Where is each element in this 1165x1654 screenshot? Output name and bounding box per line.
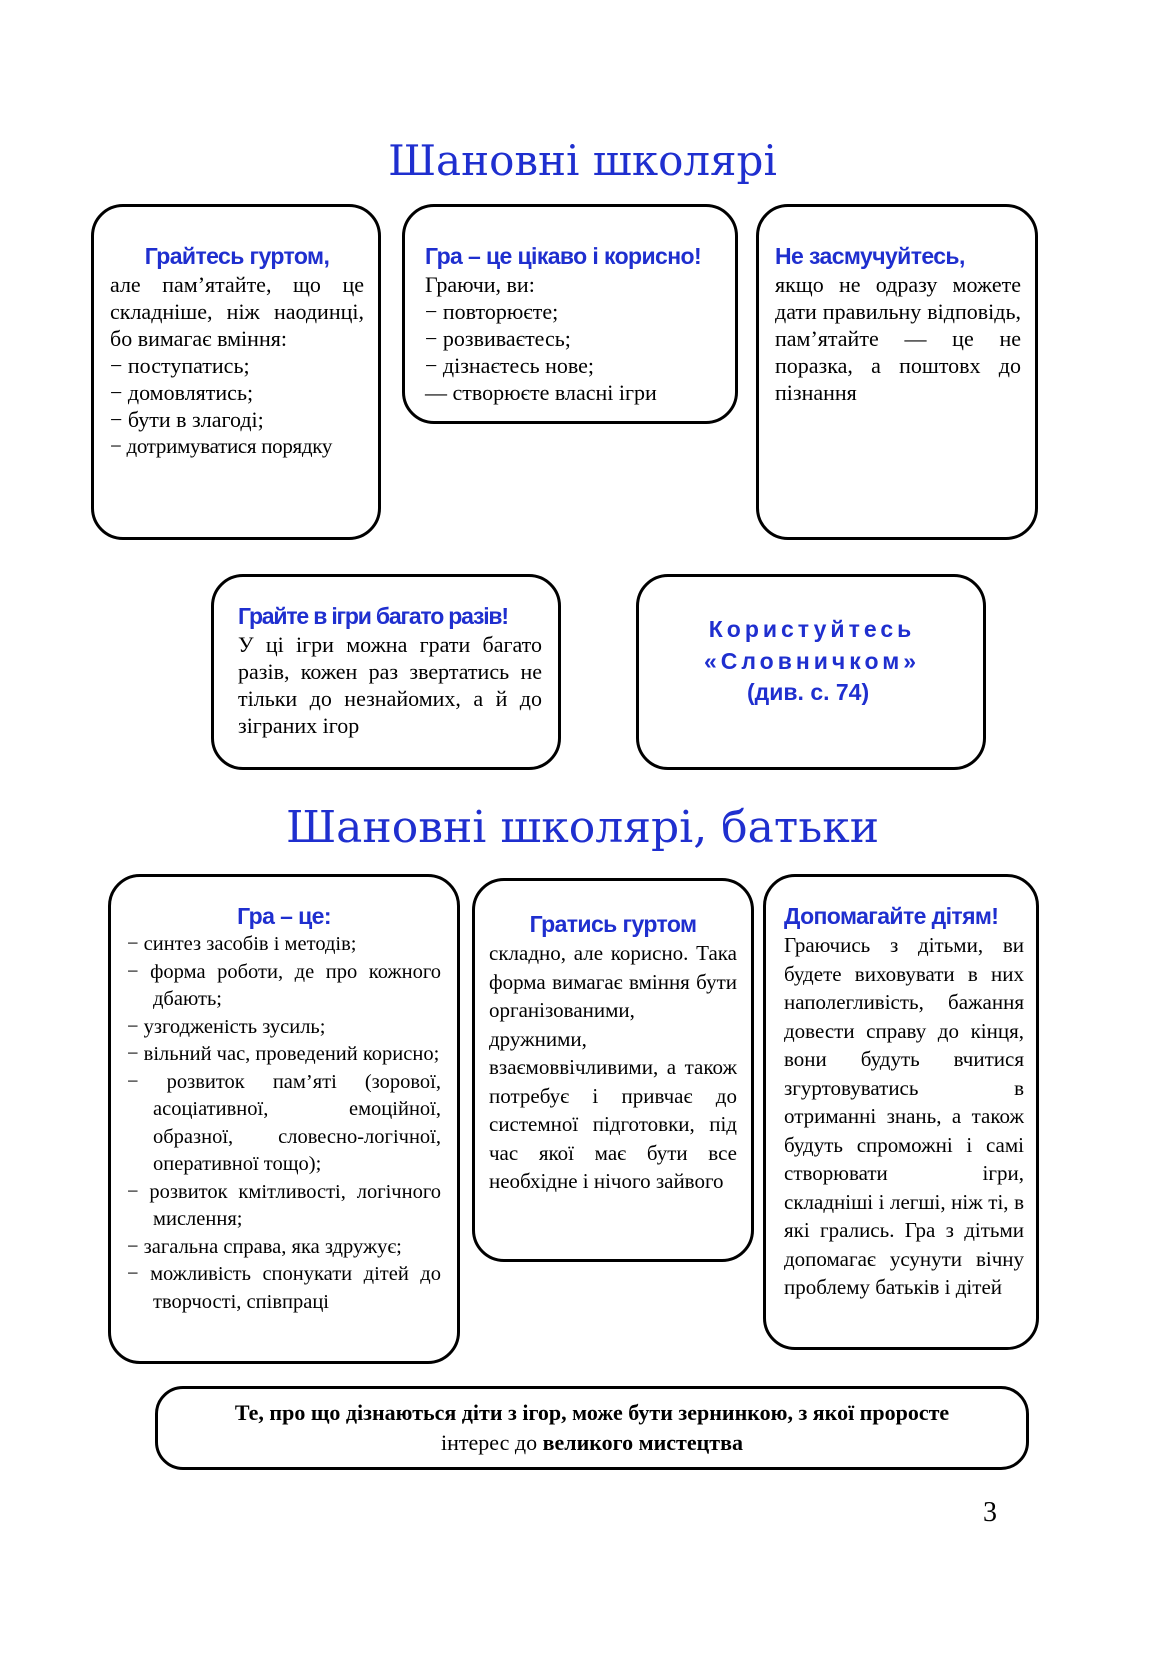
tip-box-play-together	[91, 204, 381, 540]
info-heading: Допомагайте дітям!	[784, 903, 999, 929]
footer-line-2	[158, 1428, 1026, 1458]
list-item: − вільний час, проведений корисно;	[127, 1043, 440, 1065]
glossary-page-ref: (див. с. 74)	[747, 679, 870, 705]
tip-list	[110, 352, 364, 460]
tip-box-use-glossary	[636, 574, 986, 770]
list-item: − узгодженість зусиль;	[127, 1015, 326, 1038]
tip-intro: але пам’ятайте, що це складніше, ніж наодинці, бо вимагає вміння:	[110, 272, 364, 351]
info-box-help-children	[763, 874, 1039, 1350]
info-box-game-is	[108, 874, 460, 1364]
list-item: − розвиток пам’яті (зорової, асоціативної, емоційної, образної, словесно-логічної, оперативної тощо);	[127, 1070, 441, 1175]
info-text: складно, але корисно. Така форма вимагає вміння бути організованими, дружними, взаємоввічливими, а також потребує і привчає до системної підготовки, під час якої має бути все необхідне і нічого зайвого	[489, 941, 737, 1193]
list-item: — створюєте власні ігри	[425, 380, 657, 405]
footer-quote	[155, 1386, 1029, 1470]
list-item: − дотримуватися порядку	[110, 434, 333, 458]
glossary-line: Користуйтесь	[708, 616, 916, 642]
tip-heading: Грайте в ігри багато разів!	[238, 603, 508, 629]
list-item: − бути в злагоді;	[110, 407, 264, 432]
info-text: Граючись з дітьми, ви будете виховувати в них наполегливість, бажання довести справу до кінця, вони будуть вчитися згуртовуватись в отриманні знань, а також будуть спроможні і самі створювати ігри, складніші і легші, ніж ті, в які грались. Гра з дітьми допомагає усунути вічну проблему батьків і дітей	[784, 933, 1024, 1299]
footer-line-1: Те, про що дізнаються діти з ігор, може бути зернинкою, з якої проросте	[234, 1400, 950, 1425]
list-item: − форма роботи, де про кожного дбають;	[127, 960, 441, 1010]
section-title-pupils: Шановні школярі	[388, 136, 777, 185]
tip-text: У ці ігри можна грати багато разів, кожен раз звертатись не тільки до незнайомих, а й до зіграних ігор	[238, 632, 542, 738]
tip-list	[425, 298, 721, 406]
list-item: − домовлятись;	[110, 380, 254, 405]
tip-box-dont-worry	[756, 204, 1038, 540]
list-item: − можливість спонукати дітей до творчості, співпраці	[127, 1263, 441, 1313]
tip-heading: Не засмучуйтесь,	[775, 243, 965, 269]
info-list	[127, 931, 441, 1316]
info-box-play-in-group	[472, 878, 754, 1262]
tip-box-game-useful	[402, 204, 738, 424]
tip-heading: Грайтесь гуртом,	[144, 243, 330, 269]
info-heading: Гратись гуртом	[529, 911, 697, 937]
list-item: − дізнаєтесь нове;	[425, 353, 595, 378]
tip-text: якщо не одразу можете дати правильну відповідь, пам’ятайте — це не поразка, а поштовх до пізнання	[775, 272, 1021, 405]
list-item: − загальна справа, яка здружує;	[127, 1235, 402, 1258]
glossary-line: «Словничком»	[703, 648, 921, 674]
list-item: − синтез засобів і методів;	[127, 933, 357, 955]
list-item: − розвиток кмітливості, логічного мислення;	[127, 1180, 441, 1230]
footer-emphasis: великого мистецтва	[542, 1430, 743, 1455]
info-heading: Гра – це:	[237, 903, 331, 929]
list-item: − поступатись;	[110, 353, 250, 378]
list-item: − розвиваєтесь;	[425, 326, 571, 351]
footer-text: інтерес до	[441, 1430, 543, 1455]
list-item: − повторюєте;	[425, 299, 559, 324]
page-number: 3	[983, 1497, 997, 1528]
tip-intro: Граючи, ви:	[425, 272, 535, 297]
section-title-pupils-parents: Шановні школярі, батьки	[285, 802, 880, 853]
tip-heading: Гра – це цікаво і корисно!	[425, 243, 702, 269]
tip-box-play-many-times	[211, 574, 561, 770]
